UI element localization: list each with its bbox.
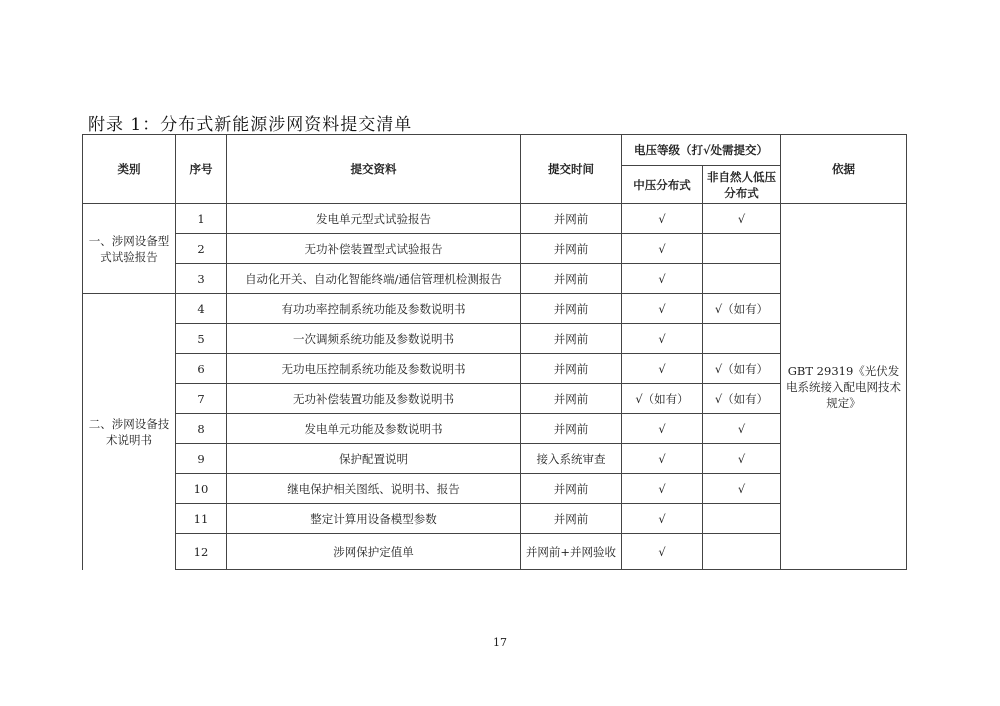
header-time: 提交时间 bbox=[521, 135, 622, 204]
header-category: 类别 bbox=[83, 135, 176, 204]
material-cell: 无功补偿装置功能及参数说明书 bbox=[227, 384, 521, 414]
materials-table bbox=[82, 134, 907, 570]
time-cell: 并网前 bbox=[521, 264, 622, 294]
material-cell: 发电单元功能及参数说明书 bbox=[227, 414, 521, 444]
material-cell: 继电保护相关图纸、说明书、报告 bbox=[227, 474, 521, 504]
seq-cell: 10 bbox=[176, 474, 227, 504]
material-cell: 无功电压控制系统功能及参数说明书 bbox=[227, 354, 521, 384]
seq-cell: 2 bbox=[176, 234, 227, 264]
material-cell: 涉网保护定值单 bbox=[227, 534, 521, 570]
table-row bbox=[83, 204, 907, 234]
lv-cell: √（如有） bbox=[703, 294, 781, 324]
seq-cell: 1 bbox=[176, 204, 227, 234]
mv-cell: √ bbox=[622, 324, 703, 354]
material-cell: 有功功率控制系统功能及参数说明书 bbox=[227, 294, 521, 324]
header-material: 提交资料 bbox=[227, 135, 521, 204]
time-cell: 并网前 bbox=[521, 474, 622, 504]
header-basis: 依据 bbox=[781, 135, 907, 204]
mv-cell: √ bbox=[622, 414, 703, 444]
seq-cell: 6 bbox=[176, 354, 227, 384]
mv-cell: √ bbox=[622, 504, 703, 534]
category-cell: 二、涉网设备技术说明书 bbox=[83, 294, 176, 570]
mv-cell: √ bbox=[622, 204, 703, 234]
material-cell: 整定计算用设备模型参数 bbox=[227, 504, 521, 534]
mv-cell: √ bbox=[622, 264, 703, 294]
lv-cell: √ bbox=[703, 414, 781, 444]
lv-cell bbox=[703, 534, 781, 570]
lv-cell bbox=[703, 504, 781, 534]
mv-cell: √ bbox=[622, 474, 703, 504]
header-lv: 非自然人低压分布式 bbox=[703, 166, 781, 204]
seq-cell: 3 bbox=[176, 264, 227, 294]
mv-cell: √ bbox=[622, 444, 703, 474]
mv-cell: √（如有） bbox=[622, 384, 703, 414]
time-cell: 并网前 bbox=[521, 234, 622, 264]
page-title: 附录 1：分布式新能源涉网资料提交清单 bbox=[88, 115, 413, 135]
mv-cell: √ bbox=[622, 234, 703, 264]
time-cell: 并网前 bbox=[521, 504, 622, 534]
time-cell: 并网前 bbox=[521, 294, 622, 324]
seq-cell: 9 bbox=[176, 444, 227, 474]
mv-cell: √ bbox=[622, 534, 703, 570]
seq-cell: 5 bbox=[176, 324, 227, 354]
time-cell: 并网前 bbox=[521, 204, 622, 234]
time-cell: 并网前 bbox=[521, 354, 622, 384]
seq-cell: 8 bbox=[176, 414, 227, 444]
material-cell: 无功补偿装置型式试验报告 bbox=[227, 234, 521, 264]
category-cell: 一、涉网设备型式试验报告 bbox=[83, 204, 176, 294]
seq-cell: 4 bbox=[176, 294, 227, 324]
time-cell: 并网前 bbox=[521, 414, 622, 444]
seq-cell: 12 bbox=[176, 534, 227, 570]
seq-cell: 11 bbox=[176, 504, 227, 534]
time-cell: 接入系统审查 bbox=[521, 444, 622, 474]
basis-cell: GBT 29319《光伏发电系统接入配电网技术规定》 bbox=[781, 204, 907, 570]
time-cell: 并网前+并网验收 bbox=[521, 534, 622, 570]
lv-cell: √ bbox=[703, 474, 781, 504]
material-cell: 发电单元型式试验报告 bbox=[227, 204, 521, 234]
lv-cell bbox=[703, 324, 781, 354]
lv-cell: √（如有） bbox=[703, 384, 781, 414]
material-cell: 自动化开关、自动化智能终端/通信管理机检测报告 bbox=[227, 264, 521, 294]
time-cell: 并网前 bbox=[521, 324, 622, 354]
header-seq: 序号 bbox=[176, 135, 227, 204]
material-cell: 一次调频系统功能及参数说明书 bbox=[227, 324, 521, 354]
lv-cell bbox=[703, 234, 781, 264]
time-cell: 并网前 bbox=[521, 384, 622, 414]
header-mv: 中压分布式 bbox=[622, 166, 703, 204]
mv-cell: √ bbox=[622, 354, 703, 384]
lv-cell: √ bbox=[703, 444, 781, 474]
lv-cell: √（如有） bbox=[703, 354, 781, 384]
lv-cell bbox=[703, 264, 781, 294]
mv-cell: √ bbox=[622, 294, 703, 324]
seq-cell: 7 bbox=[176, 384, 227, 414]
lv-cell: √ bbox=[703, 204, 781, 234]
material-cell: 保护配置说明 bbox=[227, 444, 521, 474]
header-voltage: 电压等级（打√处需提交） bbox=[622, 135, 781, 166]
page-number: 17 bbox=[493, 636, 507, 649]
